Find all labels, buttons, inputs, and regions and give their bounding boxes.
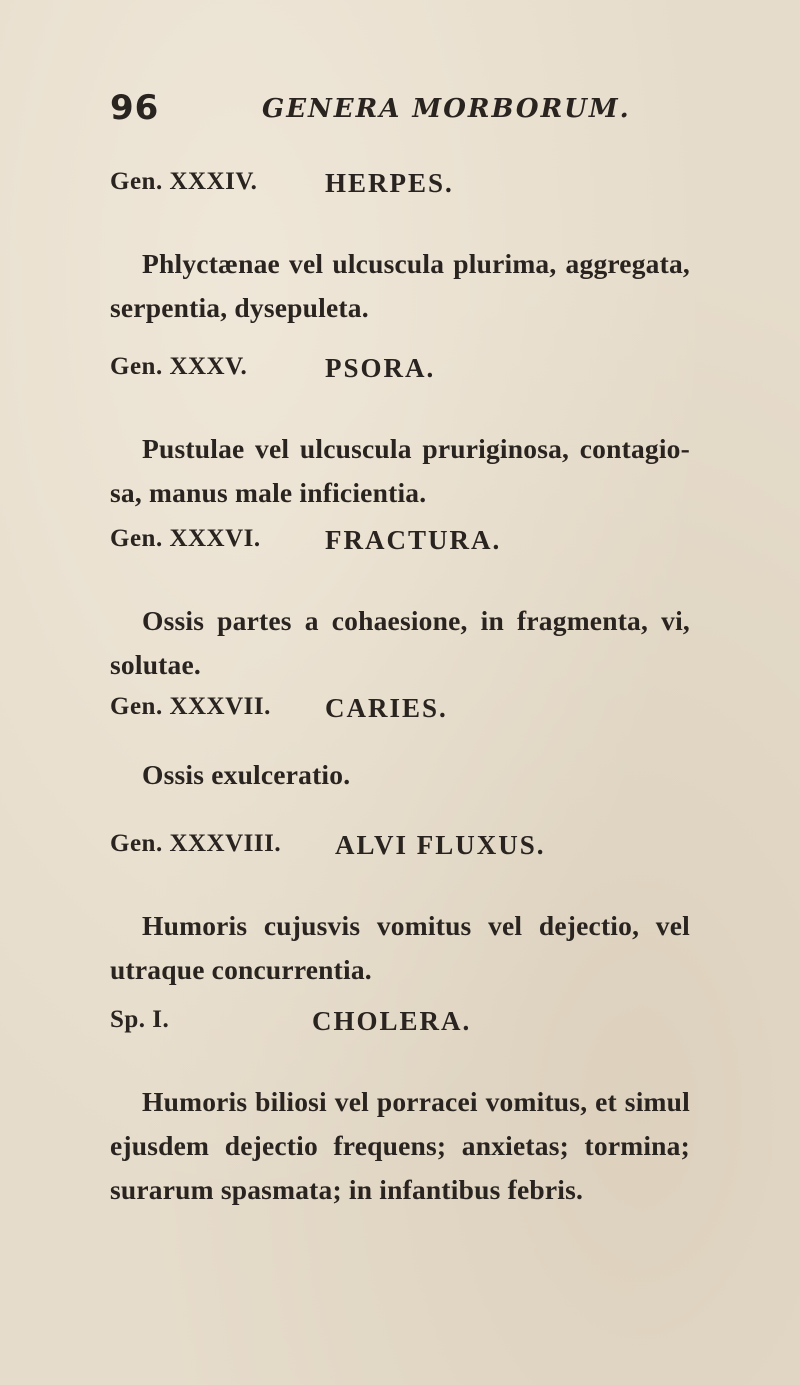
- species-number: Sp. I.: [110, 1006, 170, 1033]
- genus-heading: [110, 830, 690, 870]
- running-header: [110, 88, 710, 128]
- genus-entry: [110, 353, 690, 515]
- genus-entry: [110, 168, 690, 330]
- genus-number: Gen. XXXVII.: [110, 693, 271, 720]
- genus-description: Humoris cujusvis vomitus vel dejectio, vel utraque concurrentia.: [110, 910, 690, 985]
- genus-name: FRACTURA.: [325, 525, 502, 555]
- genus-description: Ossis exulceratio.: [142, 759, 351, 790]
- genus-heading: [110, 168, 690, 208]
- genus-name: ALVI FLUXUS.: [335, 830, 546, 860]
- genus-number: Gen. XXXVIII.: [110, 830, 282, 857]
- genus-number: Gen. XXXIV.: [110, 168, 258, 195]
- species-entry: [110, 1006, 690, 1212]
- genus-heading: [110, 525, 690, 565]
- genus-name: HERPES.: [325, 168, 454, 198]
- genus-heading: [110, 693, 690, 733]
- genus-entry: [110, 525, 690, 687]
- genus-number: Gen. XXXV.: [110, 353, 248, 380]
- genus-description: Pustulae vel ulcuscula pruriginosa, contagio- sa, manus male inficientia.: [110, 433, 690, 508]
- genus-heading: [110, 353, 690, 393]
- genus-entry: [110, 830, 690, 992]
- genus-description: Phlyctænae vel ulcuscula plurima, aggregata, serpentia, dysepuleta.: [110, 248, 690, 323]
- genus-entry: [110, 693, 690, 797]
- page-number: 96: [110, 88, 160, 128]
- genus-number: Gen. XXXVI.: [110, 525, 261, 552]
- species-description: Humoris biliosi vel porracei vomitus, et simul ejusdem dejectio frequens; anxietas; tormina; surarum spasmata; in infantibus febris.: [110, 1086, 690, 1205]
- genus-description: Ossis partes a cohaesione, in fragmenta, vi, solutae.: [110, 605, 690, 680]
- species-heading: [110, 1006, 690, 1046]
- genus-name: CARIES.: [325, 693, 448, 723]
- species-name: CHOLERA.: [312, 1006, 472, 1036]
- genus-name: PSORA.: [325, 353, 436, 383]
- running-title: GENERA MORBORUM.: [262, 94, 631, 124]
